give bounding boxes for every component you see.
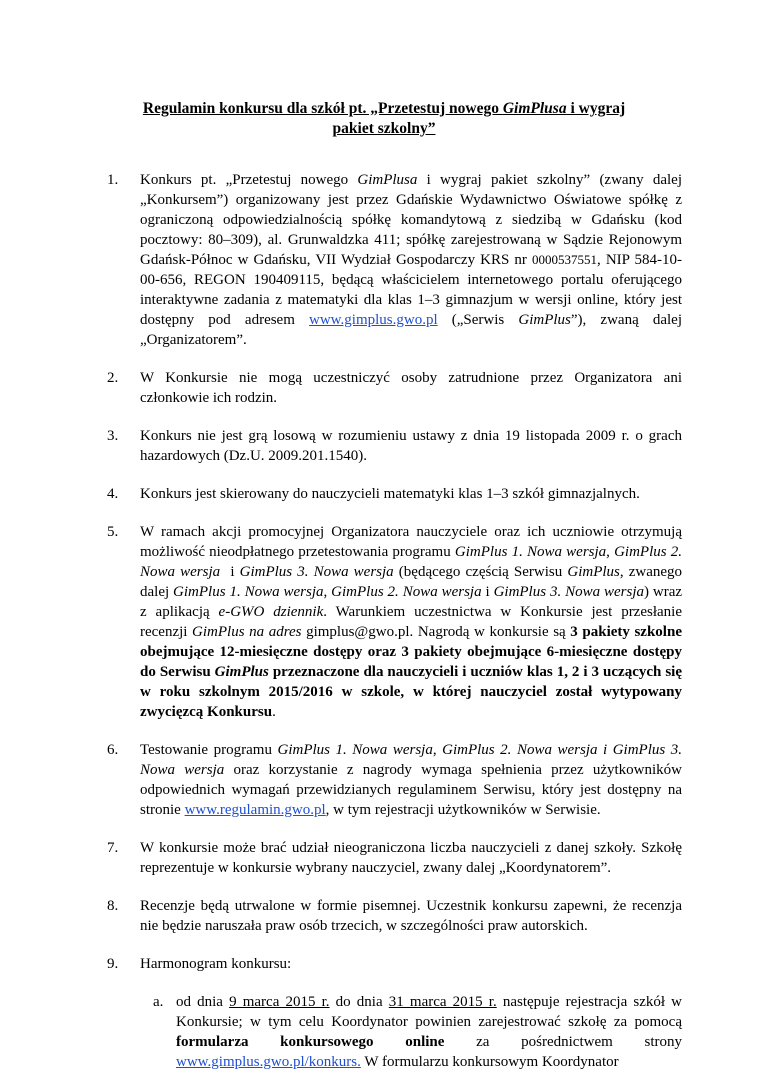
rule-item-4: 4. Konkurs jest skierowany do nauczycieli matematyki klas 1–3 szkół gimnazjalnych.: [107, 486, 640, 502]
item-number: 1.: [107, 172, 119, 188]
schedule-list: [140, 992, 682, 1072]
rule-item-3: 3. Konkurs nie jest grą losową w rozumieniu ustawy z dnia 19 listopada 2009 r. o grach hazardowych (Dz.U. 2009.201.1540).: [107, 428, 682, 464]
sub-item-letter: a.: [153, 994, 164, 1010]
rule-item-1: 1. Konkurs pt. „Przetestuj nowego GimPlusa i wygraj pakiet szkolny” (zwany dalej „Konkursem”) organizowany jest przez Gdańskie Wydawnictwo Oświatowe spółkę z ograniczoną odpowiedzialnością spółkę komandytową z siedzibą w Gdańsku (kod pocztowy: 80–309), al. Grunwaldzka 411; spółkę zarejestrowaną w Sądzie Rejonowym Gdańsk-Północ w Gdańsku, VII Wydział Gospodarczy KRS nr 0000537551, NIP 584-10-00-656, REGON 190409115, będącą właścicielem internetowego portalu oferującego interaktywne zadania z matematyki dla klas 1–3 gimnazjum w wersji online, który jest dostępny pod adresem www.gimplus.gwo.pl („Serwis GimPlus”), zwaną dalej „Organizatorem”.: [107, 172, 683, 348]
item-number: 5.: [107, 524, 119, 540]
konkurs-link[interactable]: www.gimplus.gwo.pl/konkurs.: [176, 1054, 361, 1070]
item-number: 9.: [107, 956, 119, 972]
start-date: 9 marca 2015 r.: [229, 994, 330, 1010]
rule-item-5: 5. W ramach akcji promocyjnej Organizatora nauczyciele oraz ich uczniowie otrzymują możliwość nieodpłatnego przetestowania programu GimPlus 1. Nowa wersja, GimPlus 2. Nowa wersja i GimPlus 3. Nowa wersja (będącego częścią Serwisu GimPlus, zwanego dalej GimPlus 1. Nowa wersja, GimPlus 2. Nowa wersja i GimPlus 3. Nowa wersja) wraz z aplikacją e-GWO dziennik. Warunkiem uczestnictwa w Konkursie jest przesłanie recenzji GimPlus na adres gimplus@gwo.pl. Nagrodą w konkursie są 3 pakiety szkolne obejmujące 12-miesięczne dostępy oraz 3 pakiety obejmujące 6-miesięczne dostępy do Serwisu GimPlus przeznaczone dla nauczycieli i uczniów klas 1, 2 i 3 uczących się w roku szkolnym 2015/2016 w szkole, w której nauczyciel został wytypowany zwycięzcą Konkursu.: [107, 524, 683, 720]
title-line-1: Regulamin konkursu dla szkół pt. „Przetestuj nowego GimPlusa i wygraj: [142, 100, 626, 117]
item-number: 4.: [107, 486, 119, 502]
item-number: 2.: [107, 370, 119, 386]
rule-item-6: 6. Testowanie programu GimPlus 1. Nowa wersja, GimPlus 2. Nowa wersja i GimPlus 3. Nowa wersja oraz korzystanie z nagrody wymaga spełnienia przez użytkowników odpowiednich wymagań przewidzianych regulaminem Serwisu, który jest dostępny na stronie www.regulamin.gwo.pl, w tym rejestracji użytkowników w Serwisie.: [107, 742, 682, 818]
rule-item-8: 8. Recenzje będą utrwalone w formie pisemnej. Uczestnik konkursu zapewni, że recenzja nie będzie naruszała praw osób trzecich, w szczególności praw autorskich.: [107, 898, 682, 934]
rule-item-9: 9. Harmonogram konkursu: a. od dnia 9 marca 2015 r. do dnia 31 marca 2015 r. następuje rejestracja szkół w Konkursie; w tym celu Koordynator powinien zarejestrować szkołę za pomocą formularza konkursowego online za pośrednictwem strony www.gimplus.gwo.pl/konkurs. W formularzu konkursowym Koordynator: [107, 956, 682, 1070]
item-number: 3.: [107, 428, 119, 444]
end-date: 31 marca 2015 r.: [388, 994, 497, 1010]
item-number: 7.: [107, 840, 119, 856]
rules-list: [0, 170, 682, 1090]
page-title: [100, 99, 668, 139]
gimplus-link[interactable]: www.gimplus.gwo.pl: [309, 312, 438, 328]
krs-number: 0000537551: [532, 252, 597, 267]
prize-description: 3 pakiety szkolne obejmujące 12-miesięczne dostępy oraz 3 pakiety obejmujące 6-miesięczne dostępy do Serwisu: [140, 624, 682, 680]
item-number: 6.: [107, 742, 119, 758]
regulamin-link[interactable]: www.regulamin.gwo.pl: [184, 802, 326, 818]
rule-item-7: 7. W konkursie może brać udział nieograniczona liczba nauczycieli z danej szkoły. Szkołę reprezentuje w konkursie wybrany nauczyciel, zwany dalej „Koordynatorem”.: [107, 840, 682, 876]
schedule-item-a: a. od dnia 9 marca 2015 r. do dnia 31 marca 2015 r. następuje rejestracja szkół w Konkursie; w tym celu Koordynator powinien zarejestrować szkołę za pomocą formularza konkursowego online za pośrednictwem strony www.gimplus.gwo.pl/konkurs. W formularzu konkursowym Koordynator: [153, 994, 682, 1070]
item-number: 8.: [107, 898, 119, 914]
title-line-2: pakiet szkolny”: [332, 120, 436, 137]
rule-item-2: 2. W Konkursie nie mogą uczestniczyć osoby zatrudnione przez Organizatora ani członkowie ich rodzin.: [107, 370, 682, 406]
